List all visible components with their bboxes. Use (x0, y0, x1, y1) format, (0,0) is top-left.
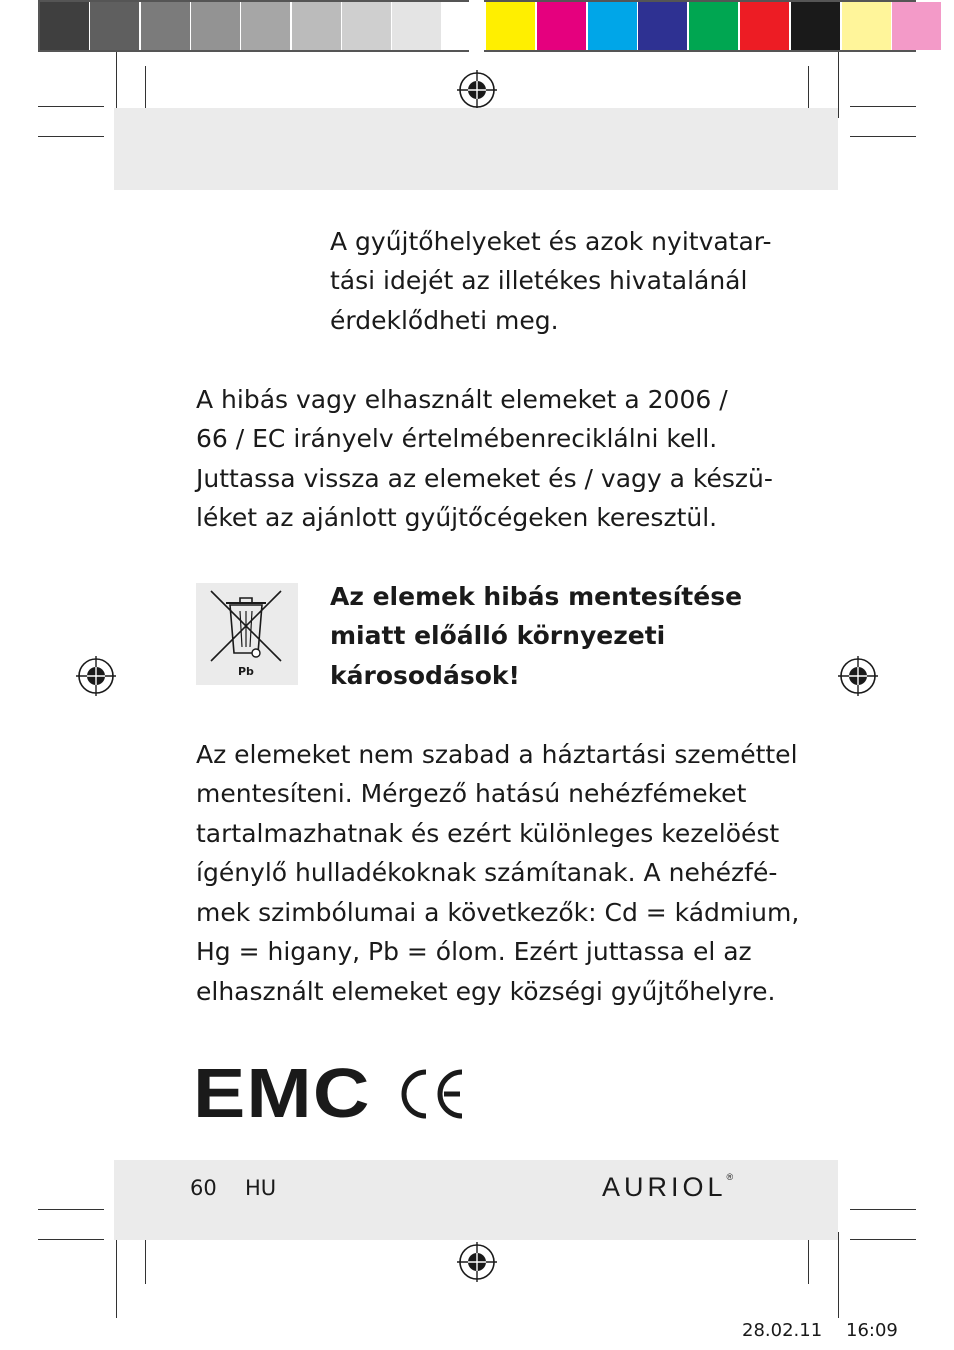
text-line: Hg = higany, Pb = ólom. Ezért juttassa el az (196, 937, 752, 966)
crop-mark (38, 136, 104, 137)
text-line: tartalmazhatnak és ezért különleges kezelöést (196, 819, 780, 848)
ce-mark-icon (396, 1068, 466, 1120)
print-time: 16:09 (846, 1320, 898, 1341)
header-band (114, 108, 838, 190)
text-line: tási idejét az illetékes hivatalánál (330, 266, 748, 295)
text-line: érdeklődheti meg. (330, 306, 559, 335)
gray-swatch (141, 2, 190, 50)
text-line: léket az ajánlott gyűjtőcégeken keresztül. (196, 503, 718, 532)
crop-mark (38, 1209, 104, 1210)
color-swatch (791, 2, 840, 50)
text-line: 66 / EC irányelv értelmébenreciklálni kell. (196, 424, 718, 453)
gray-swatch (191, 2, 240, 50)
gray-swatch (292, 2, 341, 50)
registered-mark: ® (726, 1172, 734, 1182)
registration-mark-icon (457, 1242, 497, 1282)
text-line: mentesíteni. Mérgező hatású nehézfémeket (196, 779, 747, 808)
color-swatch (537, 2, 586, 50)
crop-mark (850, 136, 916, 137)
text-line: Az elemek hibás mentesítése (330, 582, 743, 611)
gray-swatch (40, 2, 89, 50)
gray-swatch (392, 2, 441, 50)
brand-name: AURIOL (602, 1172, 727, 1202)
page-number: 60 (190, 1176, 217, 1200)
bin-icon-label: Pb (238, 665, 254, 678)
color-swatch (892, 2, 941, 50)
gray-swatch (90, 2, 139, 50)
crop-mark (850, 1239, 916, 1240)
crop-mark (38, 106, 104, 107)
gray-swatch (342, 2, 391, 50)
crop-mark (838, 52, 839, 118)
crop-mark (838, 1232, 839, 1318)
text-line: Juttassa vissza az elemeket és / vagy a készü- (196, 464, 773, 493)
text-line: Az elemeket nem szabad a háztartási szeméttel (196, 740, 798, 769)
crop-mark (116, 1232, 117, 1318)
registration-mark-icon (76, 656, 116, 696)
registration-mark-icon (838, 656, 878, 696)
color-swatch (740, 2, 789, 50)
brand-logo (602, 1172, 733, 1203)
color-swatch (638, 2, 687, 50)
color-swatch (486, 2, 535, 50)
color-swatch (842, 2, 891, 50)
text-line: elhasznált elemeket egy községi gyűjtőhelyre. (196, 977, 776, 1006)
gray-swatch (241, 2, 290, 50)
text-line: ígénylő hulladékoknak számítanak. A nehézfé- (196, 858, 778, 887)
crop-mark (38, 1239, 104, 1240)
crossed-out-bin-icon (196, 583, 298, 685)
text-line: A hibás vagy elhasznált elemeket a 2006 / (196, 385, 728, 414)
registration-mark-icon (457, 70, 497, 110)
text-line: károsodások! (330, 661, 520, 690)
crop-mark (850, 1209, 916, 1210)
color-swatch (689, 2, 738, 50)
text-line: miatt előálló környezeti (330, 621, 666, 650)
text-line: mek szimbólumai a következők: Cd = kádmium, (196, 898, 800, 927)
emc-mark: EMC (193, 1054, 371, 1132)
crop-mark (850, 106, 916, 107)
language-code: HU (245, 1176, 277, 1200)
text-line: A gyűjtőhelyeket és azok nyitvatar- (330, 227, 772, 256)
print-date: 28.02.11 (742, 1320, 823, 1341)
gray-swatch (442, 2, 491, 50)
color-swatch (588, 2, 637, 50)
